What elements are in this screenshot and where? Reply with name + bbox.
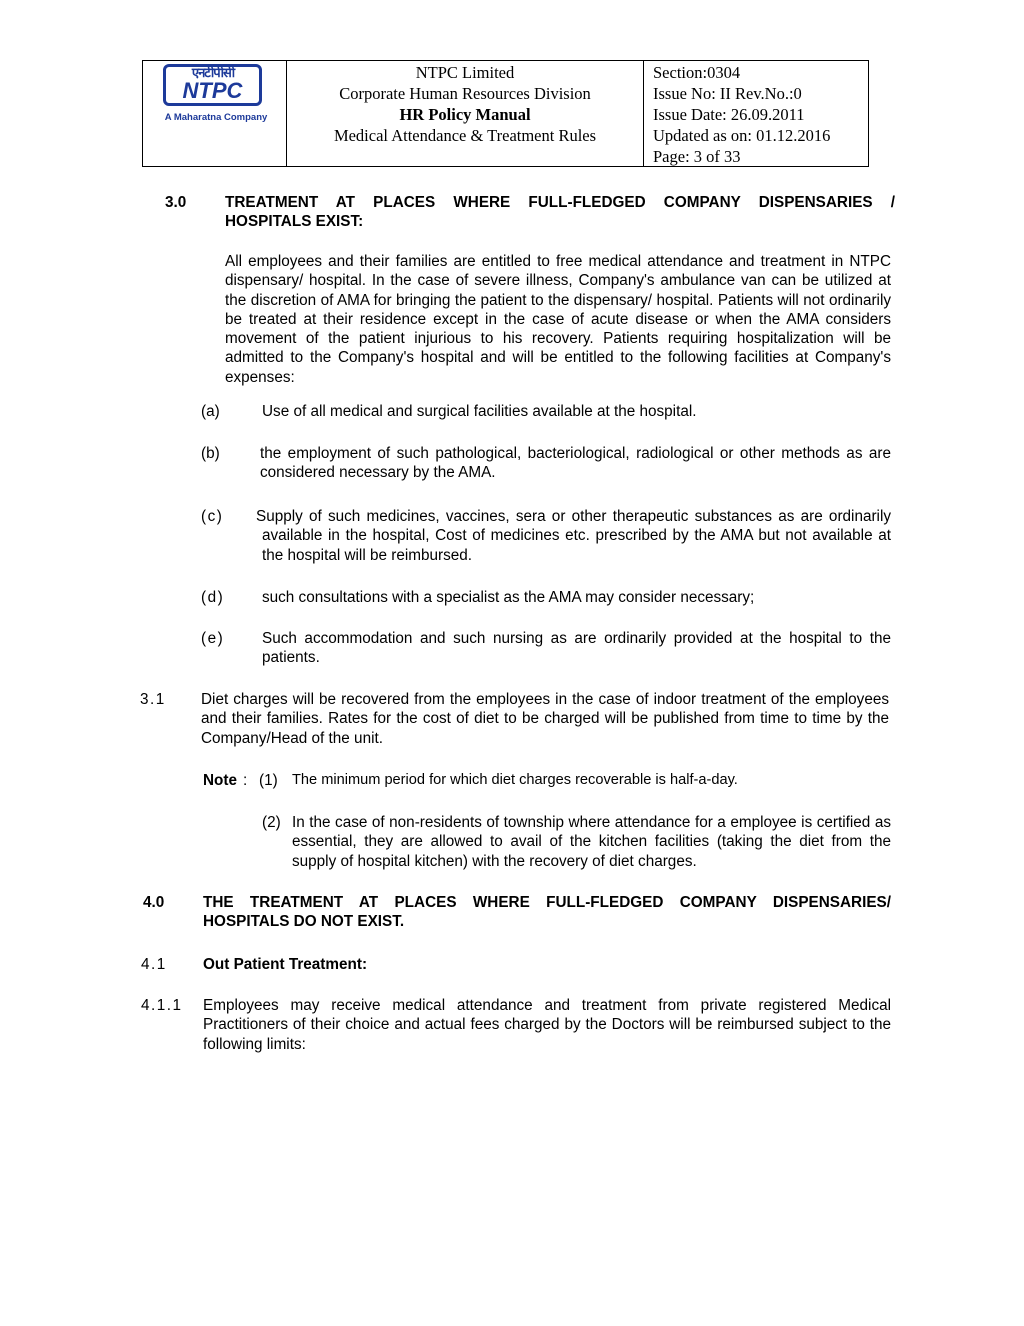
item-c-label: (c): [201, 508, 224, 525]
section-4-0-number: 4.0: [143, 894, 165, 911]
page-number: Page: 3 of 33: [653, 147, 741, 166]
ntpc-logo: [163, 64, 268, 128]
item-e-text: Such accommodation and such nursing as are ordinarily provided at the hospital to the patients.: [262, 630, 891, 667]
document-header: [142, 60, 869, 167]
logo-tagline: A Maharatna Company: [164, 112, 268, 123]
company-name: NTPC Limited: [415, 63, 515, 82]
section-4-0-heading-line2: HOSPITALS DO NOT EXIST.: [203, 913, 405, 930]
section-4-1-1-paragraph: Employees may receive medical attendance and treatment from private registered Medical Practitioners of their choice and actual fees charged by the Doctors will be reimbursed subject to the following limits:: [203, 997, 891, 1053]
section-3-0-heading-line1: TREATMENT AT PLACES WHERE FULL-FLEDGED COMPANY DISPENSARIES /: [225, 194, 895, 211]
item-c-text: Supply of such medicines, vaccines, sera or other therapeutic substances as are ordinarily available in the hospital, Cost of medicines etc. prescribed by the AMA but not available at the hospital will be reimbursed.: [256, 508, 891, 564]
note-1-text: The minimum period for which diet charges recoverable is half-a-day.: [292, 772, 738, 788]
note-label: Note: [203, 772, 237, 789]
item-a-label: (a): [201, 403, 220, 420]
section-3-1-paragraph: Diet charges will be recovered from the employees in the case of indoor treatment of the employees and their families. Rates for the cost of diet to be charged will be published from time to time by the Company/Head of the unit.: [201, 691, 889, 747]
section-3-1-number: 3.1: [140, 691, 166, 708]
item-d-text: such consultations with a specialist as the AMA may consider necessary;: [262, 589, 755, 606]
section-3-0-paragraph: All employees and their families are entitled to free medical attendance and treatment in NTPC dispensary/ hospital. In the case of severe illness, Company's ambulance van can be utilized at the discretion of AMA for bringing the patient to the dispensary/ hospital. Patients will not ordinarily be treated at their residence except in the case of acute disease or when the AMA considers movement of the patient injurious to his recovery. Patients requiring hospitalization will be admitted to the Company's hospital and will be entitled to the following facilities at Company's expenses:: [225, 253, 891, 386]
item-e-label: (e): [201, 630, 225, 647]
section-4-0-heading-line1: THE TREATMENT AT PLACES WHERE FULL-FLEDGED COMPANY DISPENSARIES/: [203, 894, 891, 911]
item-b-label: (b): [201, 445, 220, 462]
header-meta-cell: [644, 61, 868, 166]
logo-cell: [143, 61, 287, 166]
item-d-label: (d): [201, 589, 225, 606]
note-1-number: (1): [259, 772, 278, 789]
division-name: Corporate Human Resources Division: [339, 84, 591, 103]
section-3-0-number: 3.0: [165, 194, 187, 211]
header-title-cell: [287, 61, 644, 166]
updated-date: Updated as on: 01.12.2016: [653, 126, 831, 145]
rules-title: Medical Attendance & Treatment Rules: [333, 126, 597, 145]
issue-number: Issue No: II Rev.No.:0: [653, 84, 802, 103]
note-2-text: In the case of non-residents of township where attendance for a employee is certified as essential, they are allowed to avail of the kitchen facilities (taking the diet from the supply of hospital kitchen) with the recovery of diet charges.: [292, 814, 891, 870]
manual-title: HR Policy Manual: [399, 105, 531, 124]
section-4-1-number: 4.1: [141, 956, 167, 973]
logo-hindi-text: एनटीपीसी: [191, 65, 235, 80]
item-a-text: Use of all medical and surgical facilities available at the hospital.: [262, 403, 697, 420]
issue-date: Issue Date: 26.09.2011: [653, 105, 805, 124]
item-b-text: the employment of such pathological, bacteriological, radiological or other methods as are considered necessary by the AMA.: [260, 445, 891, 482]
section-4-1-heading: Out Patient Treatment:: [203, 956, 368, 973]
note-2-number: (2): [262, 814, 281, 831]
section-3-0-heading-line2: HOSPITALS EXIST:: [225, 213, 364, 230]
section-number: Section:0304: [653, 63, 741, 82]
logo-brand-text: NTPC: [182, 78, 243, 103]
note-colon: :: [243, 772, 248, 789]
section-4-1-1-number: 4.1.1: [141, 997, 183, 1014]
